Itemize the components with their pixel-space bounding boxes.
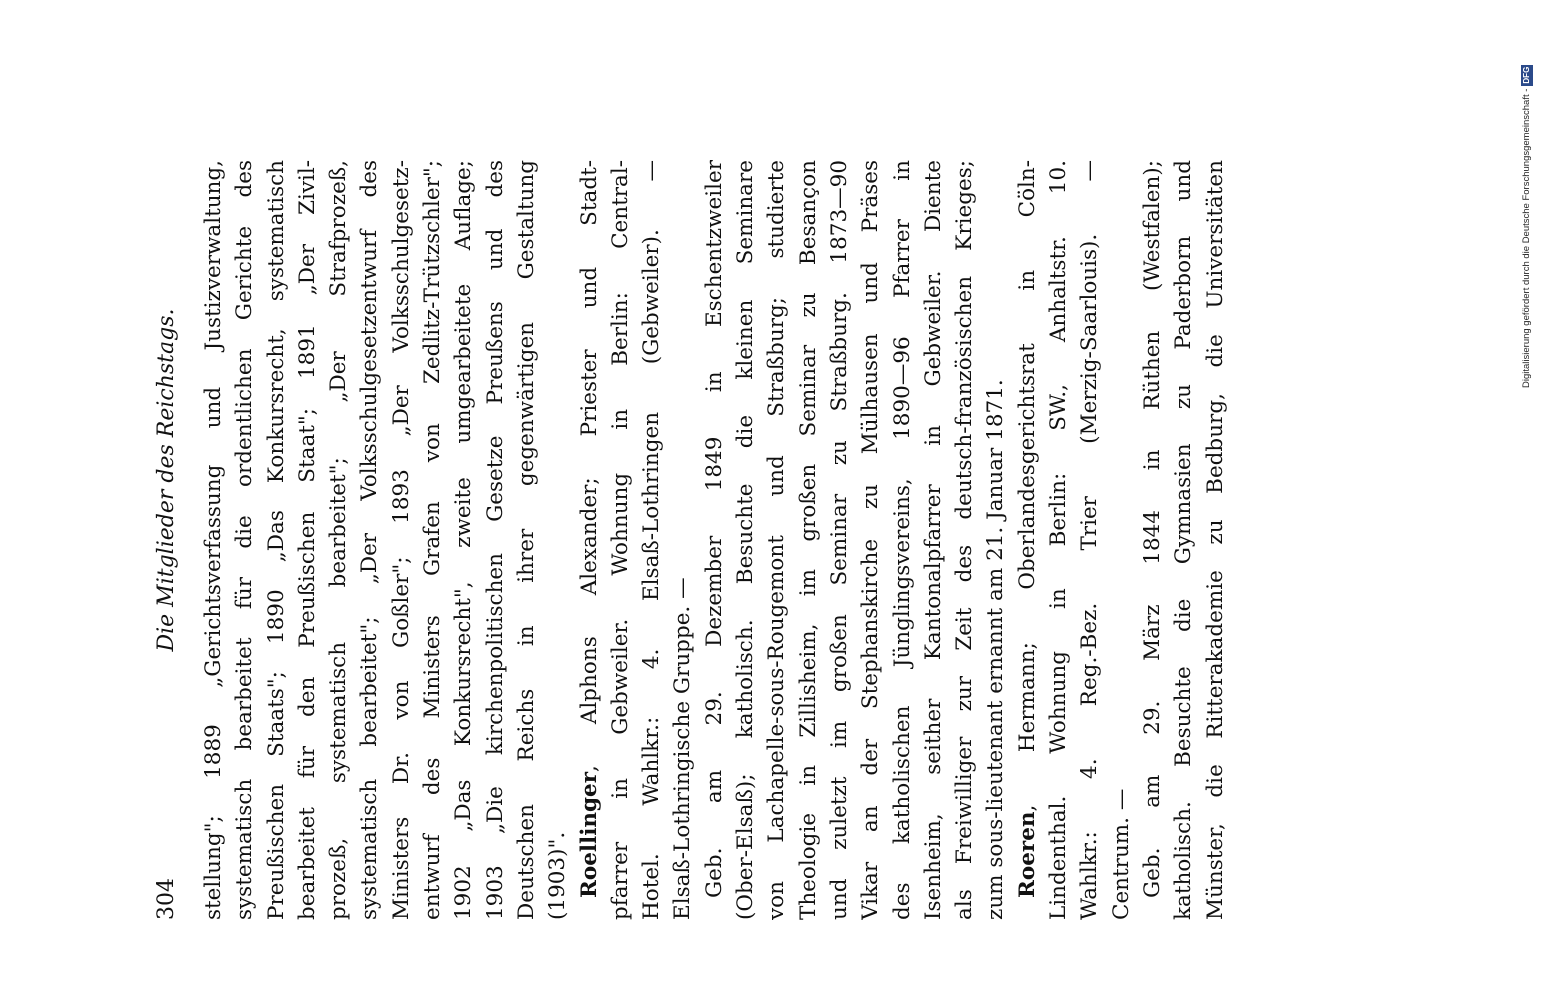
line-text: bearbeitet für den Preußischen Staat"; 1891 „Der Zivil- xyxy=(294,160,320,920)
text-line xyxy=(730,160,761,920)
text-line xyxy=(980,160,1011,920)
text-line xyxy=(480,160,511,920)
text-line xyxy=(229,160,260,920)
text-line xyxy=(1137,160,1168,920)
line-text: als Freiwilliger zur Zeit des deutsch-französischen Krieges; xyxy=(952,160,978,920)
text-line xyxy=(511,160,542,920)
line-text: stellung"; 1889 „Gerichtsverfassung und Justizverwaltung, xyxy=(201,160,226,920)
line-text: Vikar an der Stephanskirche zu Mülhausen und Präses xyxy=(858,160,884,920)
page-header xyxy=(150,160,184,920)
page-number: 304 xyxy=(154,878,179,920)
line-text: Theologie in Zillisheim, im großen Seminar zu Besançon xyxy=(795,160,821,920)
text-line xyxy=(574,160,605,920)
line-text: (1903)". xyxy=(545,831,571,920)
text-line xyxy=(855,160,886,920)
text-line xyxy=(292,160,323,920)
text-line xyxy=(761,160,792,920)
line-text: prozeß, systematisch bearbeitet"; „Der Strafprozeß, xyxy=(326,160,352,920)
line-text: 1902 „Das Konkursrecht", zweite umgearbeitete Auflage; xyxy=(451,160,477,920)
line-text: des katholischen Jünglingsvereins, 1890—96 Pfarrer in xyxy=(889,160,915,920)
line-text: Preußischen Staats"; 1890 „Das Konkursrecht, systematisch xyxy=(263,160,289,920)
line-text: Ministers Dr. von Goßler"; 1893 „Der Volksschulgesetz- xyxy=(388,160,414,920)
text-line xyxy=(386,160,417,920)
line-text: systematisch bearbeitet"; „Der Volksschulgesetzentwurf des xyxy=(357,160,383,920)
text-line xyxy=(198,160,229,920)
text-line xyxy=(1043,160,1074,920)
text-line xyxy=(1106,160,1137,920)
running-title: Die Mitglieder des Reichstags. xyxy=(154,308,179,652)
line-text: 1903 „Die kirchenpolitischen Gesetze Preußens und des xyxy=(482,160,508,920)
line-text: , Hermann; Oberlandesgerichtsrat in Cöln- xyxy=(1014,160,1040,812)
line-text: von Lachapelle-sous-Rougemont und Straßburg; studierte xyxy=(764,160,790,920)
text-line xyxy=(667,160,698,920)
digitization-credit-text: Digitalisierung gefördert durch die Deutsche Forschungsgemeinschaft - xyxy=(1521,88,1532,388)
line-text: systematisch bearbeitet für die ordentlichen Gerichte des xyxy=(232,160,258,920)
line-text: Centrum. — xyxy=(1108,788,1134,920)
text-line xyxy=(1074,160,1105,920)
text-line xyxy=(887,160,918,920)
line-text: und zuletzt im großen Seminar zu Straßburg. 1873—90 xyxy=(826,160,852,920)
body-text xyxy=(198,160,1231,920)
text-line xyxy=(1012,160,1043,920)
text-line xyxy=(918,160,949,920)
line-text: katholisch. Besuchte die Gymnasien zu Paderborn und xyxy=(1171,160,1197,920)
dfg-logo: DFG xyxy=(1522,66,1531,84)
line-text: Deutschen Reichs in ihrer gegenwärtigen Gestaltung xyxy=(513,160,539,920)
member-name: Roeren xyxy=(1014,811,1040,898)
text-line xyxy=(1168,160,1199,920)
line-text: Münster, die Ritterakademie zu Bedburg, die Universitäten xyxy=(1202,160,1228,920)
line-text: Geb. am 29. März 1844 in Rüthen (Westfalen); xyxy=(1139,160,1165,898)
text-line xyxy=(261,160,292,920)
digitization-credit xyxy=(1516,8,1538,388)
line-text: Wahlkr.: 4. Reg.-Bez. Trier (Merzig-Saarlouis). — xyxy=(1077,160,1103,920)
text-line xyxy=(793,160,824,920)
line-text: zum sous-lieutenant ernannt am 21. Januar 1871. xyxy=(983,379,1009,920)
text-line xyxy=(417,160,448,920)
text-line xyxy=(699,160,730,920)
line-text: Hotel. Wahlkr.: 4. Elsaß-Lothringen (Gebweiler). — xyxy=(639,160,665,920)
member-name: Roellinger xyxy=(576,771,602,898)
line-text: Geb. am 29. Dezember 1849 in Eschentzweiler xyxy=(701,160,727,898)
line-text: (Ober-Elsaß); katholisch. Besuchte die kleinen Seminare xyxy=(733,160,759,920)
text-line xyxy=(448,160,479,920)
text-line xyxy=(605,160,636,920)
text-line xyxy=(636,160,667,920)
text-line xyxy=(354,160,385,920)
line-text: Isenheim, seither Kantonalpfarrer in Gebweiler. Diente xyxy=(920,160,946,920)
line-text: , Alphons Alexander; Priester und Stadt- xyxy=(576,160,602,772)
line-text: Lindenthal. Wohnung in Berlin: SW., Anhaltstr. 10. xyxy=(1046,160,1072,920)
line-text: entwurf des Ministers Grafen von Zedlitz-Trützschler"; xyxy=(420,160,446,920)
text-line xyxy=(1200,160,1231,920)
text-line xyxy=(824,160,855,920)
line-text: pfarrer in Gebweiler. Wohnung in Berlin: Central- xyxy=(607,160,633,920)
text-line xyxy=(323,160,354,920)
line-text: Elsaß-Lothringische Gruppe. — xyxy=(670,577,696,920)
rotated-page-content xyxy=(150,100,1410,920)
text-line xyxy=(542,160,573,920)
text-line xyxy=(949,160,980,920)
